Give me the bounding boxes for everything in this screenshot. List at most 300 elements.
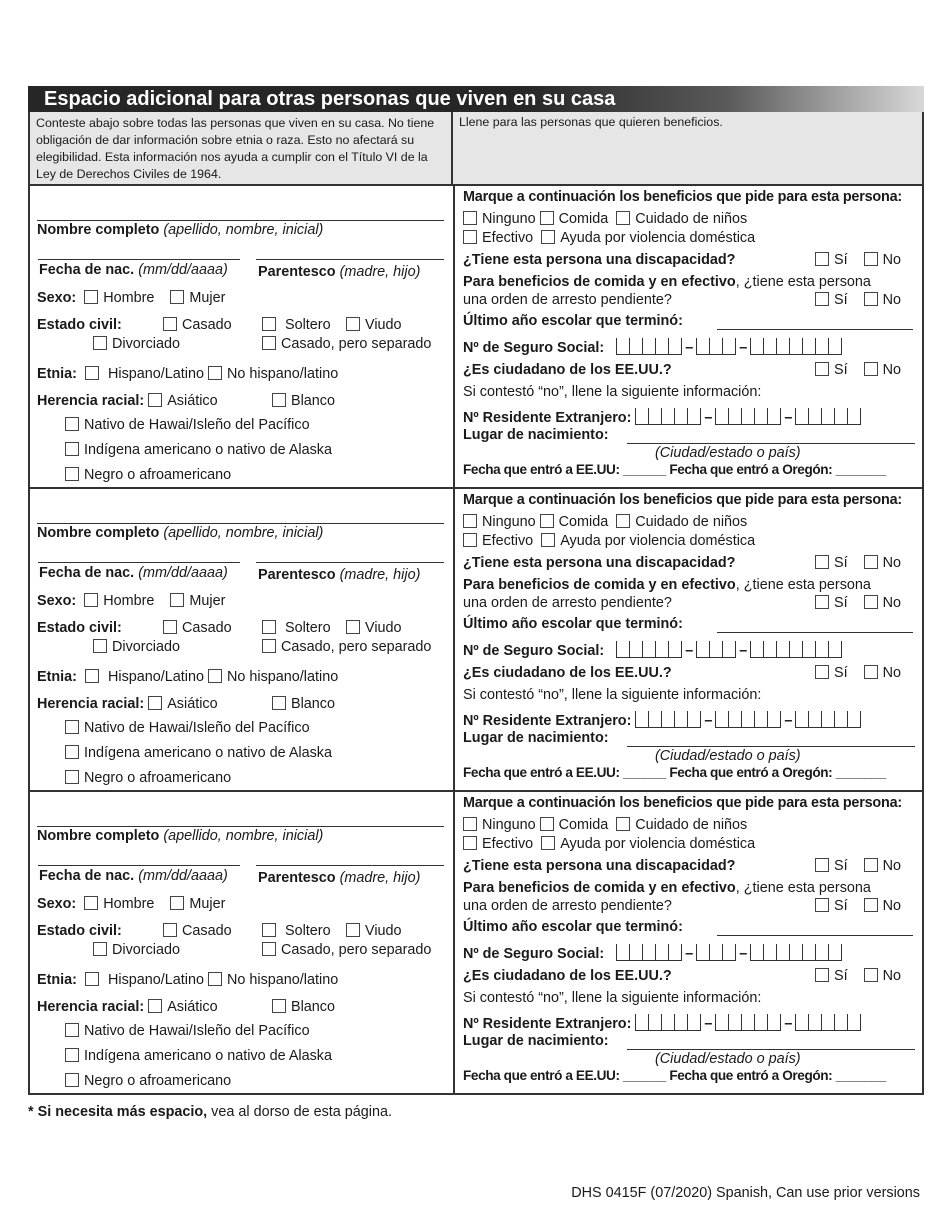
birthplace-input-line[interactable]: [627, 1049, 915, 1050]
ethnicity-label: Etnia:: [37, 669, 77, 685]
relationship-label: Parentesco: [258, 870, 336, 886]
benefit-options-row-2: [463, 230, 755, 246]
header-right-instructions: Llene para las personas que quieren beneficios.: [459, 115, 723, 129]
benefit-food-label: Comida: [558, 514, 609, 530]
relationship-label-row: [258, 567, 420, 583]
sex-female-label: Mujer: [189, 896, 226, 912]
form-title: Espacio adicional para otras personas que viven en su casa: [28, 86, 924, 112]
birthplace-hint: (Ciudad/estado o país): [655, 1051, 801, 1067]
ssn-group-2[interactable]: [696, 641, 736, 658]
marital-married-option: [163, 923, 232, 939]
warrant-no-checkbox[interactable]: [864, 292, 878, 306]
ssn-group-3[interactable]: [750, 944, 842, 961]
relationship-hint: (madre, hijo): [339, 870, 421, 886]
benefit-cash-label: Efectivo: [482, 836, 534, 852]
race-native-option: [65, 1048, 332, 1064]
warrant-yes-checkbox[interactable]: [815, 898, 829, 912]
marital-single-checkbox[interactable]: [262, 923, 276, 937]
warrant-yes-checkbox[interactable]: [815, 595, 829, 609]
disability-yes-label: Sí: [834, 252, 848, 268]
dob-label: Fecha de nac.: [39, 868, 135, 884]
form-code: DHS 0415F (07/2020) Spanish, Can use prior versions: [571, 1185, 920, 1201]
race-black-label: Negro o afroamericano: [84, 467, 232, 483]
marital-separated-checkbox[interactable]: [262, 639, 276, 653]
marital-single-label: Soltero: [285, 620, 331, 636]
marital-married-checkbox[interactable]: [163, 317, 177, 331]
alien-group-3[interactable]: [795, 711, 861, 728]
name-hint: (apellido, nombre, inicial): [163, 828, 324, 844]
ssn-row: Nº de Seguro Social: – –: [463, 641, 842, 659]
alien-label: Nº Residente Extranjero:: [463, 1016, 632, 1032]
citizen-yes-checkbox[interactable]: [815, 665, 829, 679]
alien-label: Nº Residente Extranjero:: [463, 410, 632, 426]
benefit-options-row-2: [463, 836, 755, 852]
birthplace-hint: (Ciudad/estado o país): [655, 748, 801, 764]
warrant-yes-checkbox[interactable]: [815, 292, 829, 306]
marital-divorced-checkbox[interactable]: [93, 942, 107, 956]
ssn-group-1[interactable]: [616, 338, 682, 355]
name-label-row: [37, 222, 323, 238]
warrant-question-bold: Para beneficios de comida y en efectivo: [463, 880, 736, 896]
race-white-checkbox[interactable]: [272, 393, 286, 407]
citizen-no-label: No: [882, 968, 902, 984]
school-label: Último año escolar que terminó:: [463, 313, 683, 329]
disability-question: ¿Tiene esta persona una discapacidad?: [463, 252, 736, 268]
benefit-dv-checkbox[interactable]: [541, 533, 555, 547]
disability-yes-label: Sí: [834, 555, 848, 571]
citizen-question: ¿Es ciudadano de los EE.UU.?: [463, 968, 672, 984]
race-row: [37, 999, 218, 1015]
name-input-line[interactable]: [37, 523, 444, 524]
alien-group-3[interactable]: [795, 408, 861, 425]
alien-group-2[interactable]: [715, 1014, 781, 1031]
person-block: [30, 489, 922, 792]
marital-divorced-option: [93, 639, 180, 655]
race-native-label: Indígena americano o nativo de Alaska: [84, 442, 333, 458]
citizen-no-checkbox[interactable]: [864, 362, 878, 376]
warrant-no-checkbox[interactable]: [864, 595, 878, 609]
race-black-option: [65, 770, 231, 786]
marital-separated-label: Casado, pero separado: [281, 639, 432, 655]
race-asian-label: Asiático: [167, 999, 218, 1015]
race-hawaiian-checkbox[interactable]: [65, 1023, 79, 1037]
marital-single-checkbox[interactable]: [262, 317, 276, 331]
sex-row: [37, 290, 225, 306]
disability-answers: [815, 858, 901, 874]
dob-input-line[interactable]: [38, 562, 240, 563]
birthplace-input-line[interactable]: [627, 443, 915, 444]
relationship-hint: (madre, hijo): [339, 567, 421, 583]
race-label: Herencia racial:: [37, 696, 145, 712]
alien-row: Nº Residente Extranjero: – –: [463, 1014, 861, 1032]
disability-answers: [815, 555, 901, 571]
marital-label-text: Estado civil:: [37, 317, 122, 333]
marital-divorced-label: Divorciado: [112, 942, 180, 958]
marital-widowed-checkbox[interactable]: [346, 620, 360, 634]
marital-widowed-label: Viudo: [365, 620, 402, 636]
marital-divorced-checkbox[interactable]: [93, 336, 107, 350]
benefit-none-label: Ninguno: [482, 817, 536, 833]
race-row: [37, 696, 218, 712]
person-benefits: [455, 186, 922, 487]
dob-hint: (mm/dd/aaaa): [138, 262, 228, 278]
benefit-dv-label: Ayuda por violencia doméstica: [560, 533, 756, 549]
marital-divorced-label: Divorciado: [112, 336, 180, 352]
sex-female-checkbox[interactable]: [170, 593, 184, 607]
alien-row: Nº Residente Extranjero: – –: [463, 711, 861, 729]
benefit-dv-checkbox[interactable]: [541, 230, 555, 244]
marital-label: [37, 317, 122, 333]
race-label: Herencia racial:: [37, 999, 145, 1015]
entry-us-date[interactable]: Fecha que entró a EE.UU: ______: [463, 462, 666, 477]
marital-separated-checkbox[interactable]: [262, 336, 276, 350]
dob-label-row: [39, 868, 228, 884]
citizen-question: ¿Es ciudadano de los EE.UU.?: [463, 362, 672, 378]
disability-yes-checkbox[interactable]: [815, 858, 829, 872]
alien-group-3[interactable]: [795, 1014, 861, 1031]
benefit-childcare-label: Cuidado de niños: [635, 514, 748, 530]
alien-group-1[interactable]: [635, 711, 701, 728]
ethnicity-non-hispanic-checkbox[interactable]: [208, 366, 222, 380]
alien-row: Nº Residente Extranjero: – –: [463, 408, 861, 426]
school-label: Último año escolar que terminó:: [463, 919, 683, 935]
sex-row: [37, 896, 225, 912]
dob-label: Fecha de nac.: [39, 565, 135, 581]
school-input-line[interactable]: [717, 329, 913, 330]
race-white-label: Blanco: [291, 999, 336, 1015]
race-black-checkbox[interactable]: [65, 1073, 79, 1087]
school-input-line[interactable]: [717, 632, 913, 633]
ethnicity-non-hispanic-label: No hispano/latino: [227, 366, 339, 382]
race-native-checkbox[interactable]: [65, 745, 79, 759]
warrant-no-checkbox[interactable]: [864, 898, 878, 912]
warrant-question-rest: , ¿tiene esta persona: [735, 880, 871, 896]
marital-married-checkbox[interactable]: [163, 923, 177, 937]
benefit-options-row-1: [463, 211, 747, 227]
benefit-childcare-checkbox[interactable]: [616, 817, 630, 831]
marital-married-label: Casado: [182, 317, 232, 333]
benefit-none-label: Ninguno: [482, 514, 536, 530]
birthplace-label: Lugar de nacimiento:: [463, 730, 609, 746]
entry-oregon-date[interactable]: Fecha que entró a Oregón: _______: [669, 765, 886, 780]
name-hint: (apellido, nombre, inicial): [163, 525, 324, 541]
marital-single-label: Soltero: [285, 923, 331, 939]
name-label: Nombre completo: [37, 828, 160, 844]
ethnicity-hispanic-checkbox[interactable]: [85, 366, 99, 380]
dob-label-row: [39, 262, 228, 278]
race-asian-label: Asiático: [167, 393, 218, 409]
disability-no-checkbox[interactable]: [864, 252, 878, 266]
name-label-row: [37, 525, 323, 541]
race-native-checkbox[interactable]: [65, 442, 79, 456]
name-label: Nombre completo: [37, 525, 160, 541]
race-hawaiian-label: Nativo de Hawai/Isleño del Pacífico: [84, 1023, 310, 1039]
benefit-cash-label: Efectivo: [482, 230, 534, 246]
ethnicity-hispanic-checkbox[interactable]: [85, 669, 99, 683]
disability-answers: [815, 252, 901, 268]
benefit-none-checkbox[interactable]: [463, 817, 477, 831]
ethnicity-non-hispanic-checkbox[interactable]: [208, 972, 222, 986]
sex-label: Sexo:: [37, 896, 77, 912]
if-no-instruction: Si contestó “no”, llene la siguiente información:: [463, 687, 762, 703]
ssn-group-2[interactable]: [696, 338, 736, 355]
disability-no-label: No: [882, 858, 902, 874]
warrant-answers: [815, 292, 901, 308]
marital-widowed-checkbox[interactable]: [346, 923, 360, 937]
person-block: [30, 792, 922, 1093]
race-asian-checkbox[interactable]: [148, 999, 162, 1013]
marital-widowed-option: [346, 620, 402, 636]
header-left-instructions: Conteste abajo sobre todas las personas que viven en su casa. No tiene obligación de dar información sobre etnia o raza. Esto no afectará su elegibilidad. Esta información nos ayuda a cumplir con el Título VI de la Ley de Derechos Civiles de 1964.: [30, 112, 453, 184]
benefit-childcare-checkbox[interactable]: [616, 514, 630, 528]
person-info: [30, 186, 455, 487]
citizen-no-checkbox[interactable]: [864, 665, 878, 679]
benefit-cash-checkbox[interactable]: [463, 836, 477, 850]
marital-married-label: Casado: [182, 923, 232, 939]
warrant-yes-label: Sí: [834, 898, 848, 914]
marital-widowed-option: [346, 923, 402, 939]
relationship-input-line[interactable]: [256, 865, 444, 866]
race-black-label: Negro o afroamericano: [84, 770, 232, 786]
ssn-row: Nº de Seguro Social: – –: [463, 338, 842, 356]
marital-separated-option: [262, 639, 431, 655]
marital-separated-label: Casado, pero separado: [281, 336, 432, 352]
marital-married-option: [163, 620, 232, 636]
name-hint: (apellido, nombre, inicial): [163, 222, 324, 238]
ssn-group-3[interactable]: [750, 641, 842, 658]
benefit-childcare-label: Cuidado de niños: [635, 211, 748, 227]
relationship-input-line[interactable]: [256, 562, 444, 563]
warrant-question-rest: , ¿tiene esta persona: [735, 274, 871, 290]
warrant-answers: [815, 898, 901, 914]
sex-female-checkbox[interactable]: [170, 896, 184, 910]
race-black-checkbox[interactable]: [65, 467, 79, 481]
benefit-food-label: Comida: [558, 817, 609, 833]
marital-divorced-checkbox[interactable]: [93, 639, 107, 653]
sex-male-label: Hombre: [103, 593, 155, 609]
warrant-question-rest: , ¿tiene esta persona: [735, 577, 871, 593]
race-black-checkbox[interactable]: [65, 770, 79, 784]
benefit-childcare-checkbox[interactable]: [616, 211, 630, 225]
sex-label: Sexo:: [37, 593, 77, 609]
entry-us-date[interactable]: Fecha que entró a EE.UU: ______: [463, 765, 666, 780]
dob-hint: (mm/dd/aaaa): [138, 565, 228, 581]
entry-us-date[interactable]: Fecha que entró a EE.UU: ______: [463, 1068, 666, 1083]
warrant-yes-label: Sí: [834, 292, 848, 308]
alien-group-2[interactable]: [715, 408, 781, 425]
benefit-cash-checkbox[interactable]: [463, 533, 477, 547]
race-native-checkbox[interactable]: [65, 1048, 79, 1062]
race-white-checkbox[interactable]: [272, 696, 286, 710]
disability-no-label: No: [882, 252, 902, 268]
entry-oregon-date[interactable]: Fecha que entró a Oregón: _______: [669, 1068, 886, 1083]
birthplace-hint: (Ciudad/estado o país): [655, 445, 801, 461]
alien-group-1[interactable]: [635, 408, 701, 425]
benefits-heading: Marque a continuación los beneficios que pide para esta persona:: [463, 492, 903, 508]
marital-single-label: Soltero: [285, 317, 331, 333]
marital-separated-checkbox[interactable]: [262, 942, 276, 956]
dob-hint: (mm/dd/aaaa): [138, 868, 228, 884]
race-native-label: Indígena americano o nativo de Alaska: [84, 745, 333, 761]
sex-male-checkbox[interactable]: [84, 290, 98, 304]
name-input-line[interactable]: [37, 826, 444, 827]
citizen-no-label: No: [882, 665, 902, 681]
relationship-input-line[interactable]: [256, 259, 444, 260]
race-hawaiian-label: Nativo de Hawai/Isleño del Pacífico: [84, 720, 310, 736]
sex-female-checkbox[interactable]: [170, 290, 184, 304]
benefit-none-checkbox[interactable]: [463, 514, 477, 528]
warrant-question-line-1: [463, 577, 871, 593]
disability-yes-label: Sí: [834, 858, 848, 874]
ethnicity-label: Etnia:: [37, 366, 77, 382]
sex-label: Sexo:: [37, 290, 77, 306]
ssn-group-2[interactable]: [696, 944, 736, 961]
birthplace-label: Lugar de nacimiento:: [463, 1033, 609, 1049]
warrant-yes-label: Sí: [834, 595, 848, 611]
benefit-dv-label: Ayuda por violencia doméstica: [560, 230, 756, 246]
benefits-heading: Marque a continuación los beneficios que pide para esta persona:: [463, 189, 903, 205]
ethnicity-hispanic-label: Hispano/Latino: [107, 366, 204, 382]
race-asian-checkbox[interactable]: [148, 393, 162, 407]
race-hawaiian-option: [65, 720, 310, 736]
disability-question: ¿Tiene esta persona una discapacidad?: [463, 555, 736, 571]
race-white-option: [272, 696, 335, 712]
warrant-no-label: No: [882, 292, 902, 308]
alien-group-1[interactable]: [635, 1014, 701, 1031]
dob-input-line[interactable]: [38, 259, 240, 260]
race-black-option: [65, 467, 231, 483]
dob-input-line[interactable]: [38, 865, 240, 866]
benefit-food-checkbox[interactable]: [540, 514, 554, 528]
citizen-yes-label: Sí: [834, 968, 848, 984]
warrant-no-label: No: [882, 898, 902, 914]
marital-widowed-label: Viudo: [365, 317, 402, 333]
citizen-yes-checkbox[interactable]: [815, 968, 829, 982]
school-input-line[interactable]: [717, 935, 913, 936]
benefit-food-checkbox[interactable]: [540, 817, 554, 831]
marital-single-option: [262, 923, 331, 939]
benefit-cash-label: Efectivo: [482, 533, 534, 549]
citizen-no-checkbox[interactable]: [864, 968, 878, 982]
relationship-hint: (madre, hijo): [339, 264, 421, 280]
marital-label: [37, 923, 122, 939]
footnote-text: vea al dorso de esta página.: [207, 1104, 392, 1120]
sex-male-checkbox[interactable]: [84, 896, 98, 910]
ssn-label: Nº de Seguro Social:: [463, 643, 605, 659]
name-input-line[interactable]: [37, 220, 444, 221]
race-white-label: Blanco: [291, 696, 336, 712]
warrant-no-label: No: [882, 595, 902, 611]
citizen-answers: [815, 362, 901, 378]
alien-group-2[interactable]: [715, 711, 781, 728]
if-no-instruction: Si contestó “no”, llene la siguiente información:: [463, 990, 762, 1006]
citizen-answers: [815, 968, 901, 984]
ssn-row: Nº de Seguro Social: – –: [463, 944, 842, 962]
sex-male-label: Hombre: [103, 896, 155, 912]
entry-dates-row: [463, 765, 886, 780]
marital-label: [37, 620, 122, 636]
race-black-label: Negro o afroamericano: [84, 1073, 232, 1089]
relationship-label-row: [258, 870, 420, 886]
marital-widowed-checkbox[interactable]: [346, 317, 360, 331]
ssn-group-1[interactable]: [616, 944, 682, 961]
marital-widowed-option: [346, 317, 402, 333]
race-black-option: [65, 1073, 231, 1089]
race-white-option: [272, 393, 335, 409]
race-hawaiian-option: [65, 1023, 310, 1039]
disability-yes-checkbox[interactable]: [815, 252, 829, 266]
form: [28, 86, 924, 1095]
ssn-group-1[interactable]: [616, 641, 682, 658]
benefit-dv-checkbox[interactable]: [541, 836, 555, 850]
benefit-none-checkbox[interactable]: [463, 211, 477, 225]
marital-married-checkbox[interactable]: [163, 620, 177, 634]
person-benefits: [455, 489, 922, 790]
disability-no-checkbox[interactable]: [864, 555, 878, 569]
ethnicity-hispanic-label: Hispano/Latino: [107, 669, 204, 685]
benefit-food-label: Comida: [558, 211, 609, 227]
if-no-instruction: Si contestó “no”, llene la siguiente información:: [463, 384, 762, 400]
ssn-group-3[interactable]: [750, 338, 842, 355]
disability-yes-checkbox[interactable]: [815, 555, 829, 569]
marital-divorced-option: [93, 942, 180, 958]
marital-separated-option: [262, 942, 431, 958]
marital-single-checkbox[interactable]: [262, 620, 276, 634]
marital-married-label: Casado: [182, 620, 232, 636]
citizen-yes-checkbox[interactable]: [815, 362, 829, 376]
race-label: Herencia racial:: [37, 393, 145, 409]
marital-married-option: [163, 317, 232, 333]
race-asian-checkbox[interactable]: [148, 696, 162, 710]
race-hawaiian-checkbox[interactable]: [65, 720, 79, 734]
benefit-options-row-1: [463, 514, 747, 530]
ethnicity-hispanic-checkbox[interactable]: [85, 972, 99, 986]
entry-oregon-date[interactable]: Fecha que entró a Oregón: _______: [669, 462, 886, 477]
benefit-food-checkbox[interactable]: [540, 211, 554, 225]
birthplace-input-line[interactable]: [627, 746, 915, 747]
sex-row: [37, 593, 225, 609]
benefit-none-label: Ninguno: [482, 211, 536, 227]
race-native-option: [65, 442, 332, 458]
benefit-dv-label: Ayuda por violencia doméstica: [560, 836, 756, 852]
disability-no-checkbox[interactable]: [864, 858, 878, 872]
citizen-yes-label: Sí: [834, 362, 848, 378]
footnote: [28, 1104, 392, 1120]
ethnicity-non-hispanic-label: No hispano/latino: [227, 972, 339, 988]
dob-label-row: [39, 565, 228, 581]
name-label-row: [37, 828, 323, 844]
sex-male-label: Hombre: [103, 290, 155, 306]
sex-male-checkbox[interactable]: [84, 593, 98, 607]
relationship-label: Parentesco: [258, 264, 336, 280]
birthplace-label: Lugar de nacimiento:: [463, 427, 609, 443]
sex-female-label: Mujer: [189, 290, 226, 306]
persons-container: [30, 186, 922, 1093]
marital-single-option: [262, 620, 331, 636]
ssn-label: Nº de Seguro Social:: [463, 946, 605, 962]
race-white-option: [272, 999, 335, 1015]
race-white-checkbox[interactable]: [272, 999, 286, 1013]
benefit-cash-checkbox[interactable]: [463, 230, 477, 244]
benefit-childcare-label: Cuidado de niños: [635, 817, 748, 833]
ethnicity-non-hispanic-checkbox[interactable]: [208, 669, 222, 683]
citizen-answers: [815, 665, 901, 681]
race-hawaiian-checkbox[interactable]: [65, 417, 79, 431]
alien-label: Nº Residente Extranjero:: [463, 713, 632, 729]
name-label: Nombre completo: [37, 222, 160, 238]
disability-question: ¿Tiene esta persona una discapacidad?: [463, 858, 736, 874]
marital-widowed-label: Viudo: [365, 923, 402, 939]
